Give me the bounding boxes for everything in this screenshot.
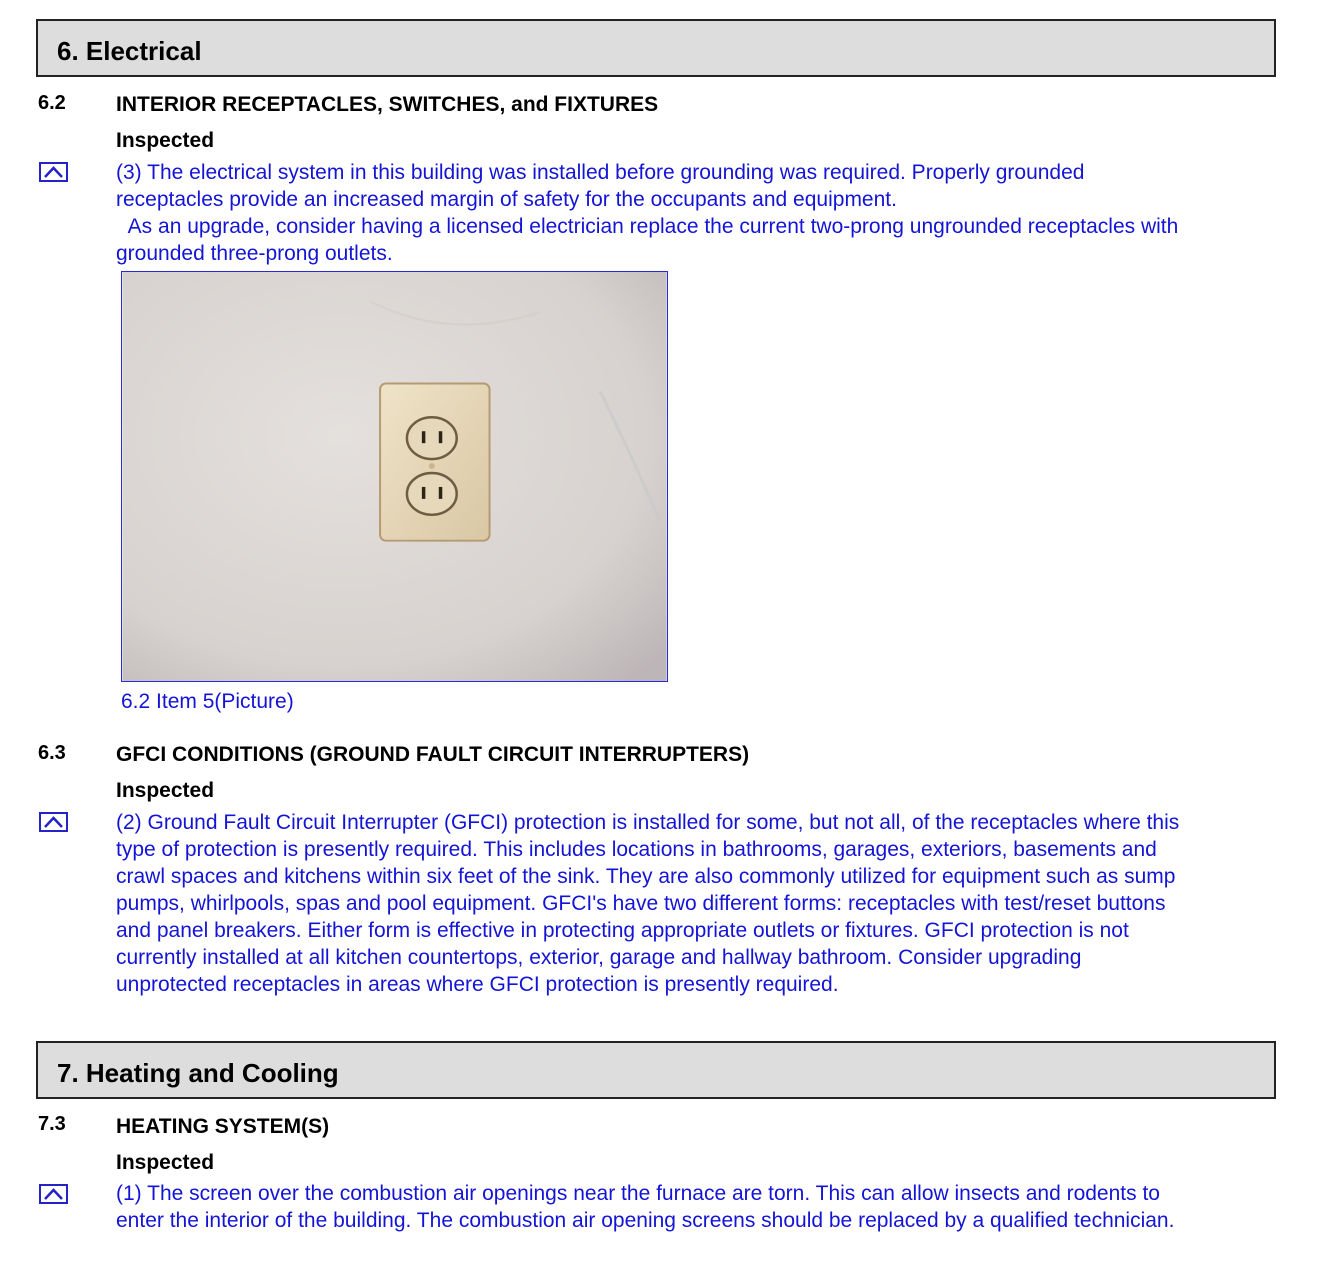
item-title: INTERIOR RECEPTACLES, SWITCHES, and FIXTURES — [116, 93, 659, 116]
receptacle-photo — [121, 271, 668, 682]
item-title: GFCI CONDITIONS (GROUND FAULT CIRCUIT INTERRUPTERS) — [116, 743, 750, 766]
item-status: Inspected — [116, 779, 215, 802]
section-title: 6. Electrical — [57, 36, 202, 66]
item-title: HEATING SYSTEM(S) — [116, 1115, 330, 1138]
item-status: Inspected — [116, 129, 215, 152]
item-number: 6.3 — [38, 742, 66, 764]
item-comment: (3) The electrical system in this building was installed before grounding was required. Properly grounded receptacles provide an increased margin of safety for the occupants and equipment. As an upgrade, consider having a licensed electrician replace the current two-prong ungrounded receptacles with grounded three-prong outlets. — [116, 161, 1179, 265]
item-comment: (1) The screen over the combustion air openings near the furnace are torn. This can allow insects and rodents to enter the interior of the building. The combustion air opening screens should be replaced by a qualified technician. — [116, 1182, 1175, 1232]
section-header-electrical — [36, 19, 1276, 77]
item-number: 7.3 — [38, 1113, 66, 1135]
up-chevron-icon[interactable] — [39, 1184, 68, 1204]
item-comment: (2) Ground Fault Circuit Interrupter (GFCI) protection is installed for some, but not all, of the receptacles where this type of protection is presently required. This includes locations in bathrooms, garages, exteriors, basements and crawl spaces and kitchens within six feet of the sink. They are also commonly utilized for equipment such as sump pumps, whirlpools, spas and pool equipment. GFCI's have two different forms: receptacles with test/reset buttons and panel breakers. Either form is effective in protecting appropriate outlets or fixtures. GFCI protection is not currently installed at all kitchen countertops, exterior, garage and hallway bathroom. Consider upgrading unprotected receptacles in areas where GFCI protection is presently required. — [116, 811, 1180, 996]
picture-caption: 6.2 Item 5(Picture) — [121, 690, 294, 713]
section-title: 7. Heating and Cooling — [57, 1058, 339, 1088]
up-chevron-icon[interactable] — [39, 162, 68, 182]
up-chevron-icon[interactable] — [39, 812, 68, 832]
item-status: Inspected — [116, 1151, 215, 1174]
section-header-heating-cooling — [36, 1041, 1276, 1099]
item-number: 6.2 — [38, 92, 66, 114]
